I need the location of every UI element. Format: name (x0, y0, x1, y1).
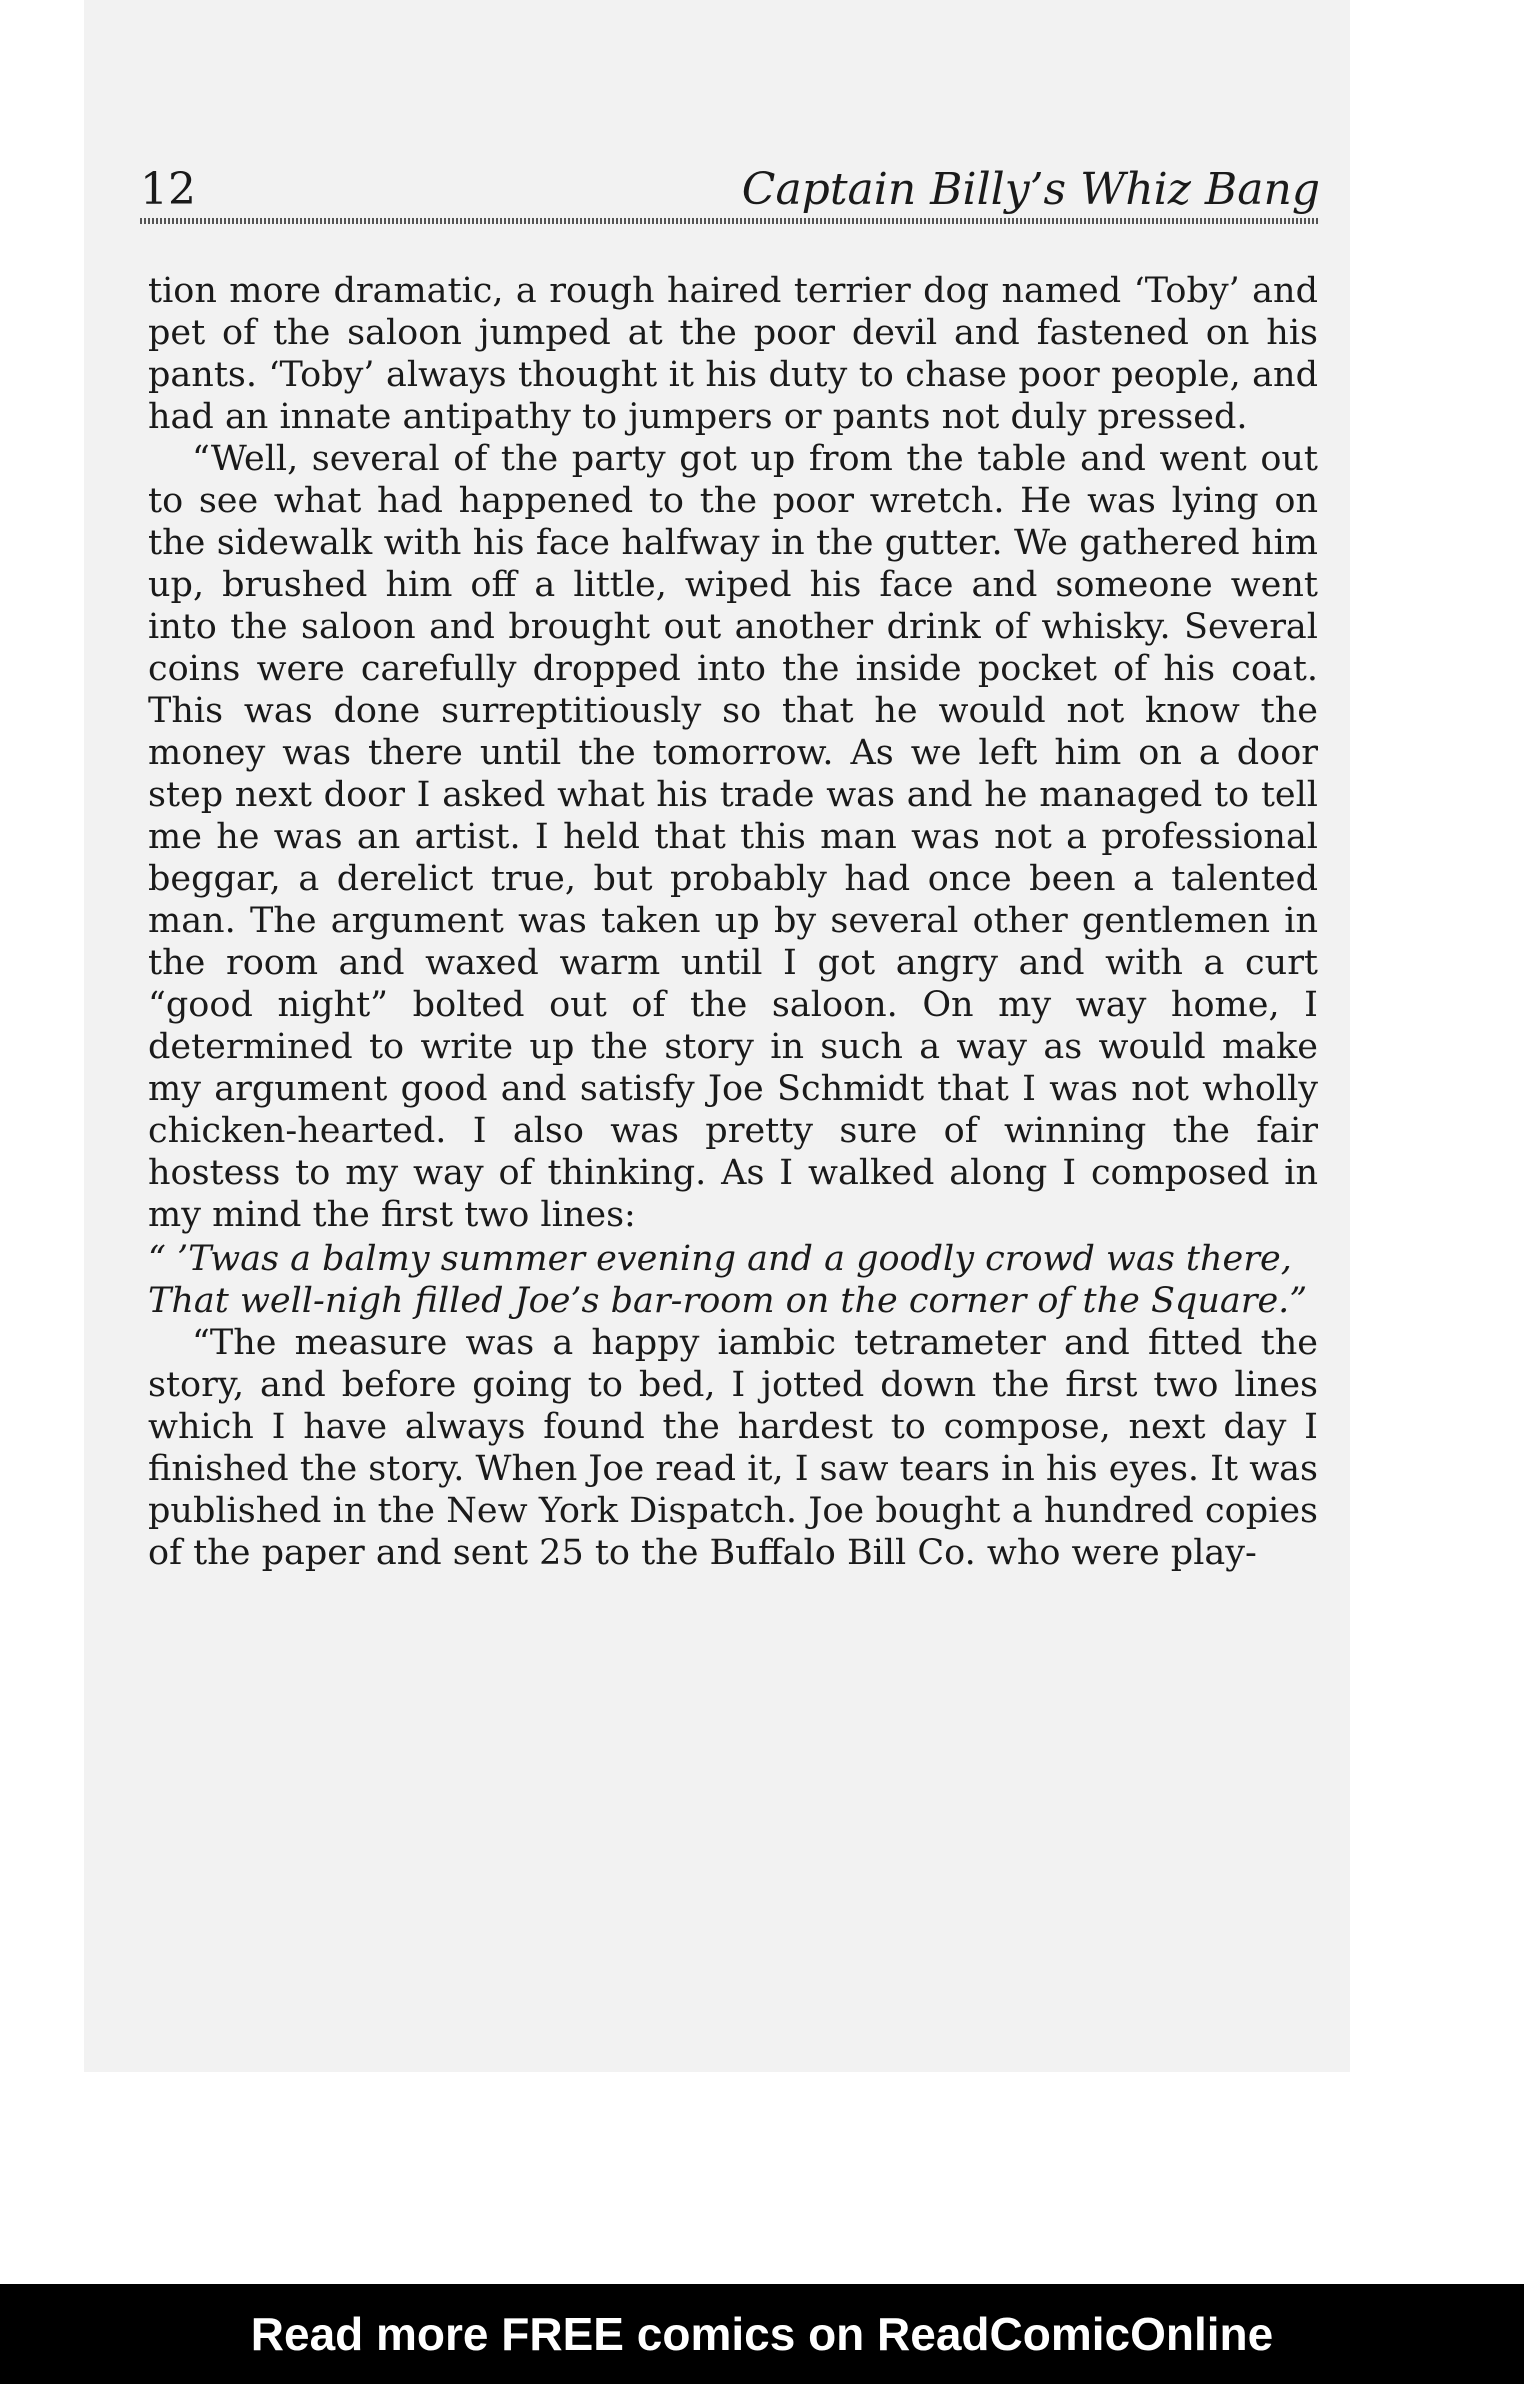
verse-line: That well-nigh filled Joe’s bar-room on the corner of the Square.” (148, 1281, 1308, 1321)
body-text (148, 270, 1318, 1574)
paragraph: “Well, several of the party got up from the table and went out to see what had happened to the poor wretch. He was lying on the sidewalk with his face halfway in the gutter. We gathered him up, brushed him off a little, wiped his face and someone went into the saloon and brought out another drink of whisky. Several coins were carefully dropped into the inside pocket of his coat. This was done surreptitiously so that he would not know the money was there until the tomorrow. As we left him on a door step next door I asked what his trade was and he managed to tell me he was an artist. I held that this man was not a professional beggar, a derelict true, but probably had once been a talented man. The argument was taken up by several other gentlemen in the room and waxed warm until I got angry and with a curt “good night” bolted out of the saloon. On my way home, I determined to write up the story in such a way as would make my argument good and satisfy Joe Schmidt that I was not wholly chicken-hearted. I also was pretty sure of winning the fair hostess to my way of thinking. As I walked along I composed in my mind the first two lines: (148, 439, 1318, 1235)
verse-line: “ ’Twas a balmy summer evening and a goodly crowd was there, (148, 1239, 1292, 1279)
page-number: 12 (140, 164, 196, 215)
running-title: Captain Billy’s Whiz Bang (741, 164, 1320, 215)
promo-banner[interactable]: Read more FREE comics on ReadComicOnline (0, 2284, 1524, 2384)
header-rule (140, 218, 1320, 224)
paragraph: “The measure was a happy iambic tetrameter and fitted the story, and before going to bed, I jotted down the first two lines which I have always found the hardest to compose, next day I finished the story. When Joe read it, I saw tears in his eyes. It was published in the New York Dispatch. Joe bought a hundred copies of the paper and sent 25 to the Buffalo Bill Co. who were play- (148, 1323, 1318, 1573)
page-header (140, 160, 1320, 220)
verse-quote (148, 1238, 1318, 1322)
paragraph: tion more dramatic, a rough haired terrier dog named ‘Toby’ and pet of the saloon jumped at the poor devil and fastened on his pants. ‘Toby’ always thought it his duty to chase poor people, and had an innate antipathy to jumpers or pants not duly pressed. (148, 271, 1318, 437)
